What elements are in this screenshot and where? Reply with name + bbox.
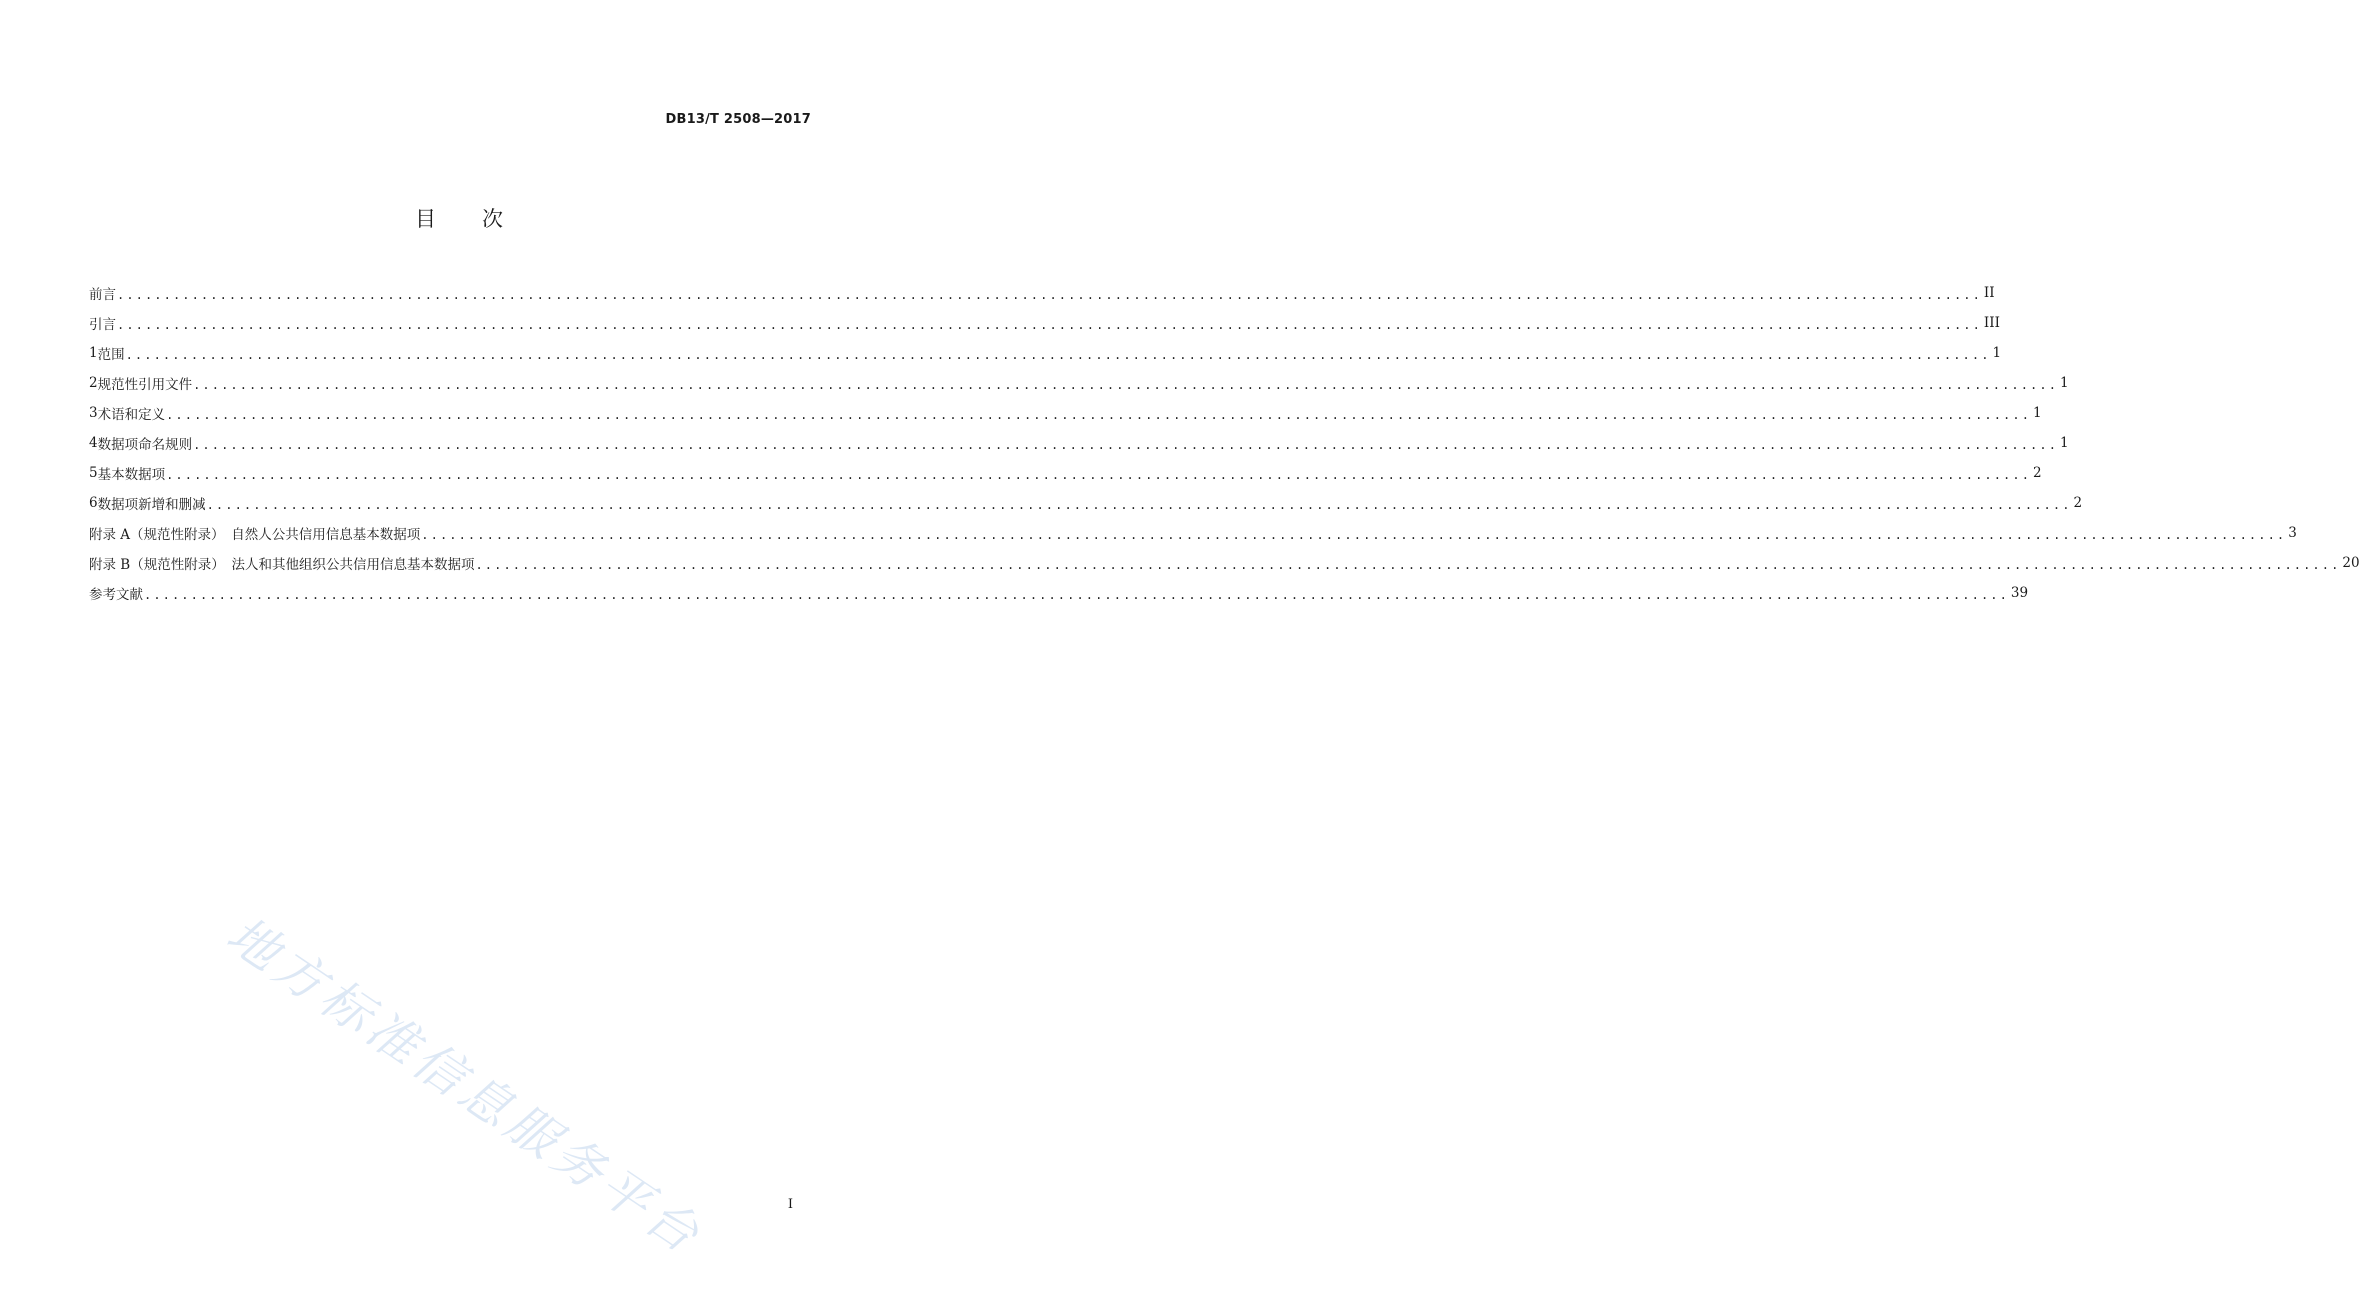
dot-leader: ........................................................................................................................................................................................................ bbox=[125, 348, 1991, 362]
toc-entry-page: 1 bbox=[2033, 405, 2042, 421]
toc-entry[interactable] bbox=[89, 578, 2029, 608]
dot-leader: ........................................................................................................................................................................................................ bbox=[193, 378, 2059, 392]
dot-leader: ........................................................................................................................................................................................................ bbox=[117, 288, 1982, 302]
toc-entry-label: 基本数据项 bbox=[97, 467, 166, 483]
toc-entry-label: 参考文献 bbox=[89, 587, 143, 603]
toc-entry-page: II bbox=[1983, 285, 1995, 301]
toc-entry-label: 范围 bbox=[97, 347, 125, 363]
toc-entry-label: 引言 bbox=[89, 317, 116, 333]
title-char-2: 次 bbox=[482, 207, 505, 231]
toc-entry-page: 2 bbox=[2073, 495, 2083, 511]
dot-leader: ........................................................................................................................................................................................................ bbox=[206, 498, 2072, 512]
dot-leader: ........................................................................................................................................................................................................ bbox=[166, 408, 2032, 422]
watermark: 地方标准信息服务平台 bbox=[216, 905, 714, 1267]
toc-entry-label: 术语和定义 bbox=[97, 407, 166, 423]
toc-entry[interactable] bbox=[89, 278, 1995, 308]
toc-entry-number: 4 bbox=[89, 435, 98, 451]
toc-entry-number: 6 bbox=[89, 495, 98, 511]
toc-entry[interactable] bbox=[89, 338, 2002, 368]
toc-entry-label: 附录 A（规范性附录） 自然人公共信用信息基本数据项 bbox=[89, 527, 421, 543]
toc-entry-page: III bbox=[1983, 315, 2000, 331]
toc-entry[interactable] bbox=[89, 458, 2042, 488]
toc-entry[interactable] bbox=[89, 428, 2069, 458]
toc-entry-label: 附录 B（规范性附录） 法人和其他组织公共信用信息基本数据项 bbox=[89, 557, 475, 573]
toc-entry-label: 规范性引用文件 bbox=[97, 377, 193, 393]
standard-code: DB13/T 2508—2017 bbox=[665, 112, 811, 127]
toc-entry-page: 1 bbox=[1992, 345, 2002, 361]
toc-entry[interactable] bbox=[89, 488, 2083, 518]
toc-entry-page: 3 bbox=[2288, 525, 2297, 541]
toc-entry-label: 数据项新增和删减 bbox=[97, 497, 206, 513]
dot-leader: ........................................................................................................................................................................................................ bbox=[475, 558, 2341, 572]
toc-entry[interactable] bbox=[89, 548, 2360, 578]
toc-entry-page: 2 bbox=[2033, 465, 2042, 481]
toc-entry-number: 1 bbox=[89, 345, 98, 361]
dot-leader: ........................................................................................................................................................................................................ bbox=[193, 438, 2059, 452]
toc-entry-number: 2 bbox=[89, 375, 98, 391]
dot-leader: ........................................................................................................................................................................................................ bbox=[117, 318, 1982, 332]
toc-entry-number: 3 bbox=[89, 405, 98, 421]
page-title bbox=[0, 203, 920, 233]
dot-leader: ........................................................................................................................................................................................................ bbox=[421, 528, 2287, 542]
toc-entry-label: 数据项命名规则 bbox=[97, 437, 193, 453]
dot-leader: ........................................................................................................................................................................................................ bbox=[166, 468, 2032, 482]
toc-entry-label: 前言 bbox=[89, 287, 116, 303]
toc-entry-page: 1 bbox=[2060, 375, 2069, 391]
toc-entry[interactable] bbox=[89, 518, 2297, 548]
toc-entry[interactable] bbox=[89, 368, 2069, 398]
toc-entry-page: 39 bbox=[2010, 585, 2029, 601]
dot-leader: ........................................................................................................................................................................................................ bbox=[144, 588, 2009, 602]
toc-entry-number: 5 bbox=[89, 465, 98, 481]
page-number: I bbox=[787, 1197, 793, 1212]
title-char-1: 目 bbox=[415, 207, 438, 231]
toc-entry-page: 1 bbox=[2060, 435, 2069, 451]
toc-entry-page: 20 bbox=[2342, 555, 2360, 571]
toc-entry[interactable] bbox=[89, 398, 2042, 428]
table-of-contents bbox=[89, 278, 2360, 608]
toc-entry[interactable] bbox=[89, 308, 2000, 338]
